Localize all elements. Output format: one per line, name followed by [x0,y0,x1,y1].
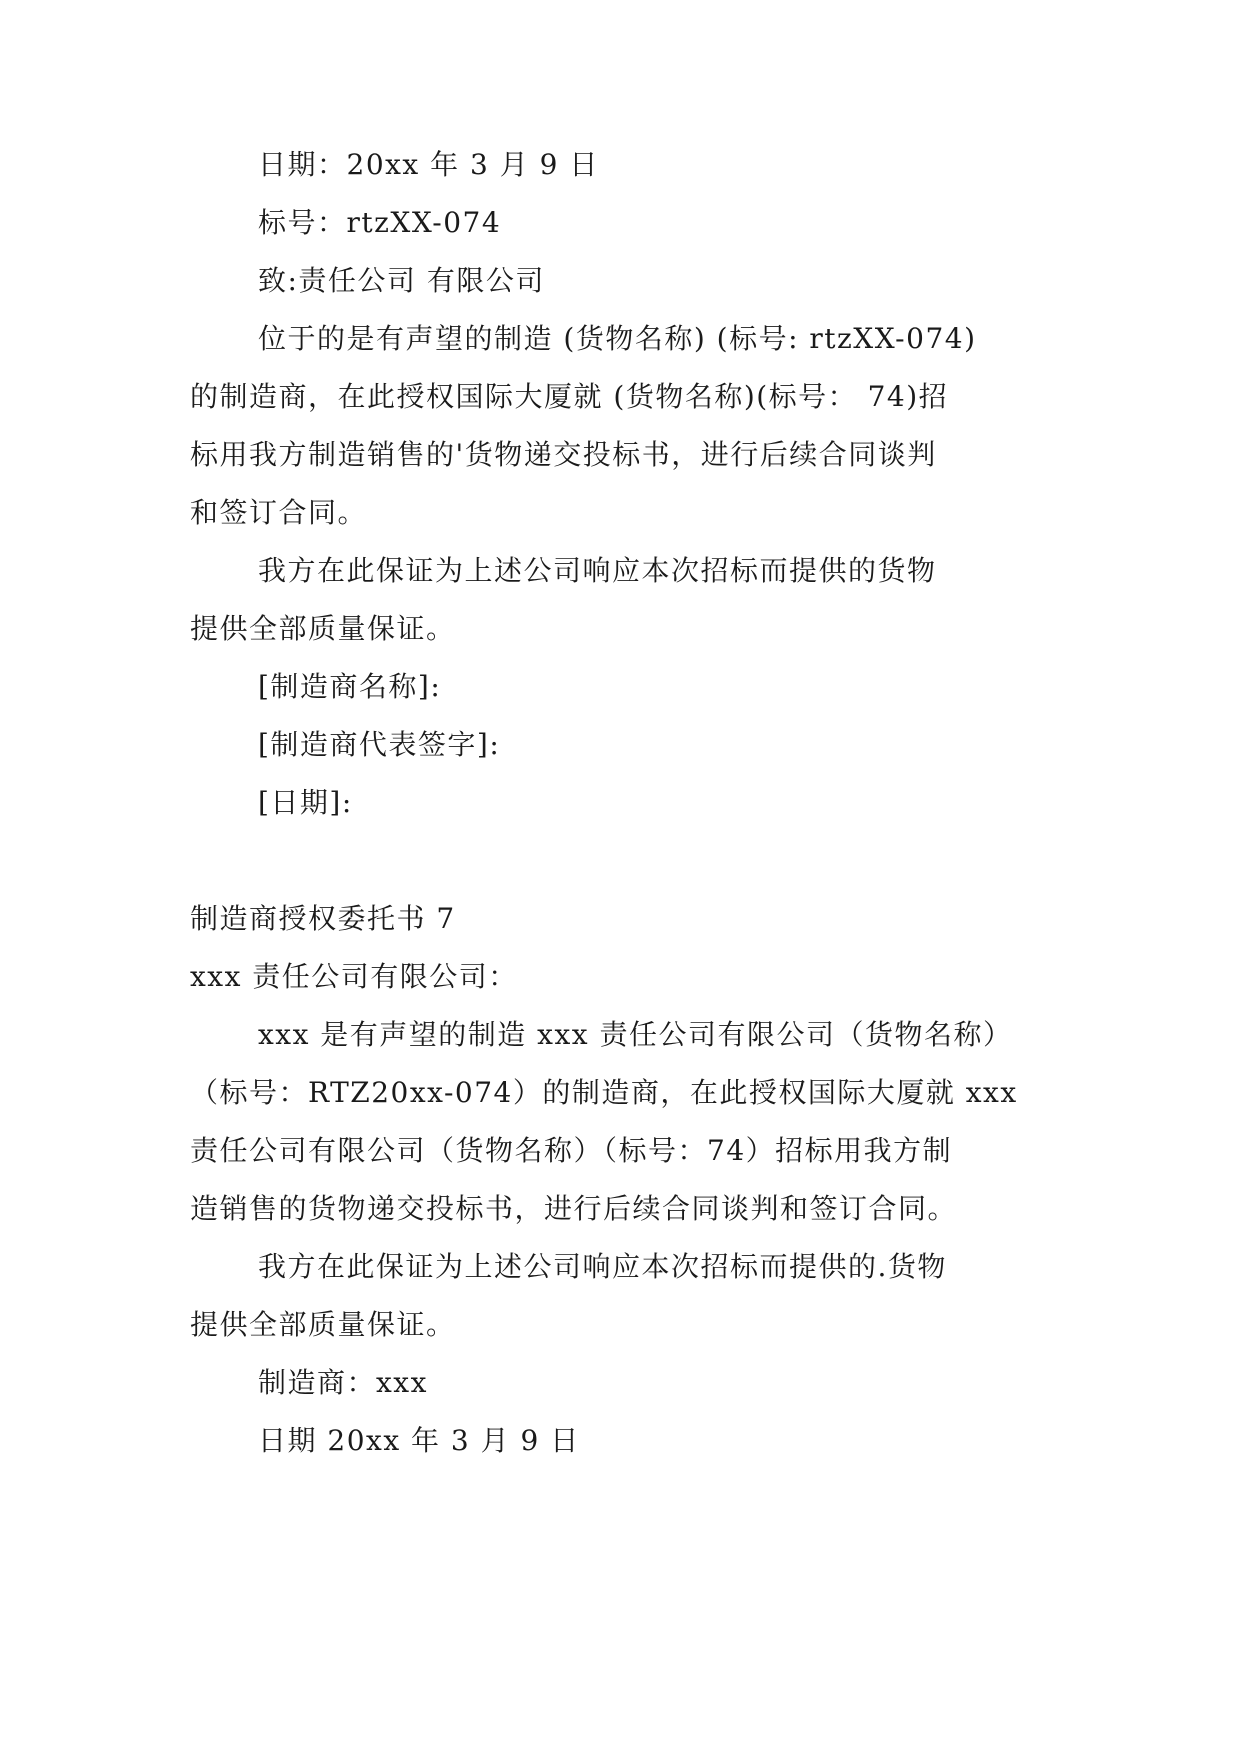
paragraph-line: 提供全部质量保证。 [190,612,456,645]
paragraph-line: 提供全部质量保证。 [190,1308,456,1341]
paragraph-line: 标用我方制造销售的'货物递交投标书，进行后续合同谈判 [190,438,937,471]
paragraph-line: 和签订合同。 [190,496,368,529]
paragraph-line: 责任公司有限公司（货物名称）（标号：74）招标用我方制 [190,1134,953,1167]
addressee-line: 致:责任公司 有限公司 [258,264,545,297]
paragraph-line: （标号：RTZ20xx-074）的制造商，在此授权国际大厦就 xxx [190,1076,1018,1109]
paragraph-line: 我方在此保证为上述公司响应本次招标而提供的货物 [258,554,937,587]
date-line: 日期 20xx 年 3 月 9 日 [258,1424,580,1457]
representative-signature-field: [制造商代表签字]: [258,728,501,761]
bid-number-line: 标号：rtzXX-074 [258,206,502,239]
date-line: 日期：20xx 年 3 月 9 日 [258,148,599,181]
section-title: 制造商授权委托书 7 [190,902,456,935]
manufacturer-line: 制造商：xxx [258,1366,428,1399]
paragraph-line: 我方在此保证为上述公司响应本次招标而提供的.货物 [258,1250,947,1283]
paragraph-line: 造销售的货物递交投标书，进行后续合同谈判和签订合同。 [190,1192,958,1225]
date-field: [日期]: [258,786,353,819]
paragraph-line: 位于的是有声望的制造 (货物名称) (标号: rtzXX-074) [258,322,977,355]
addressee-line: xxx 责任公司有限公司： [190,960,518,993]
paragraph-line: xxx 是有声望的制造 xxx 责任公司有限公司（货物名称） [258,1018,1013,1051]
manufacturer-name-field: [制造商名称]: [258,670,442,703]
paragraph-line: 的制造商，在此授权国际大厦就 (货物名称)(标号： 74)招 [190,380,949,413]
